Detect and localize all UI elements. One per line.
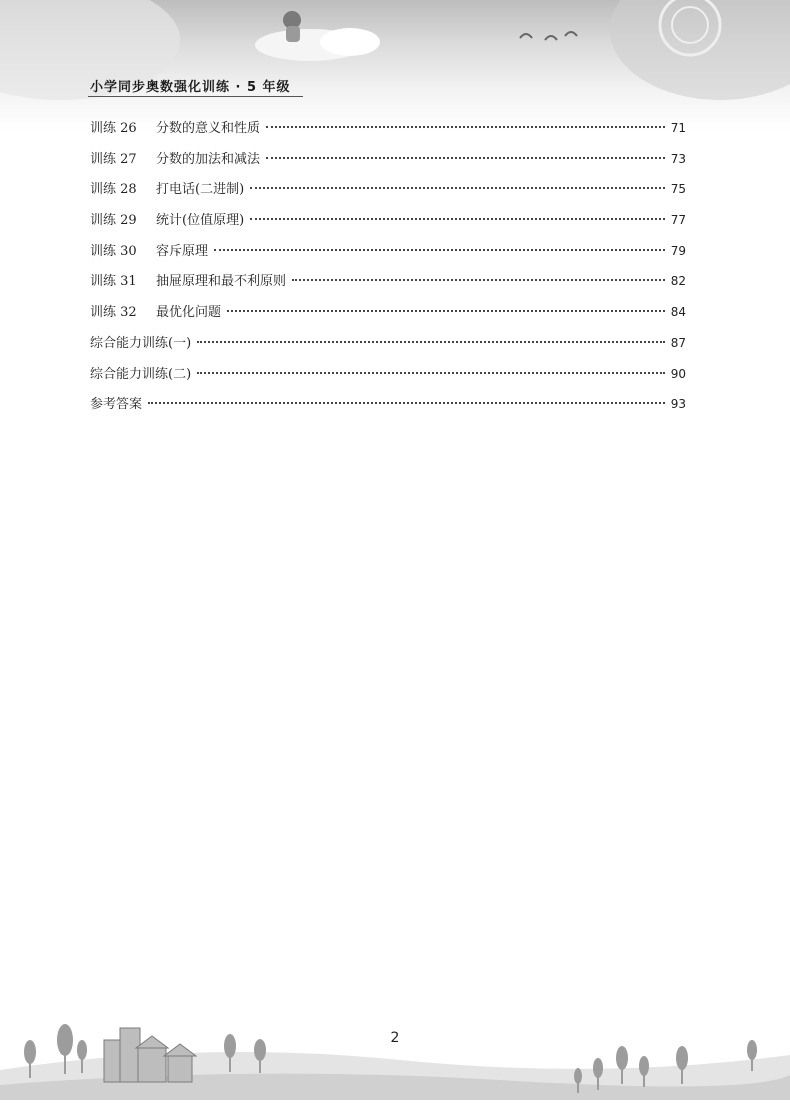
toc-row[interactable]: [90, 300, 686, 331]
toc-leader-dots: [250, 186, 665, 189]
toc-leader-dots: [292, 278, 665, 281]
toc-row[interactable]: [90, 208, 686, 239]
toc-row[interactable]: [90, 392, 686, 423]
toc-label: 训练 27: [90, 151, 137, 167]
toc-page-number: 71: [670, 121, 686, 135]
toc-title: 容斥原理: [156, 243, 209, 259]
toc-page-number: 73: [670, 151, 686, 166]
toc-leader-dots: [148, 401, 665, 404]
toc-label: 训练 31: [90, 274, 137, 290]
header-underline: [88, 96, 303, 97]
toc-label: 训练 26: [90, 121, 137, 136]
toc-page-number: 87: [670, 335, 686, 350]
toc-row[interactable]: [90, 331, 686, 362]
toc-leader-dots: [197, 371, 665, 374]
page-number: 2: [390, 1030, 400, 1046]
toc-label: 综合能力训练(二): [90, 366, 192, 382]
toc-page-number: 79: [670, 243, 686, 258]
toc-title: 抽屉原理和最不利原则: [156, 274, 287, 290]
footer-landscape-art: [0, 1000, 790, 1100]
toc-leader-dots: [266, 156, 665, 159]
toc-label: 训练 30: [90, 243, 137, 259]
toc-label: 综合能力训练(一): [90, 335, 192, 351]
toc-leader-dots: [227, 309, 665, 312]
toc-leader-dots: [214, 248, 665, 251]
toc-row[interactable]: [90, 177, 686, 208]
toc-row[interactable]: [90, 269, 686, 300]
toc-label: 训练 32: [90, 305, 137, 321]
toc-title: 分数的意义和性质: [156, 121, 261, 136]
toc-leader-dots: [250, 217, 665, 220]
toc-title: 统计(位值原理): [156, 213, 245, 229]
toc-title: 最优化问题: [156, 305, 222, 321]
toc-row[interactable]: [90, 116, 686, 147]
toc-page-number: 82: [670, 274, 686, 289]
toc-leader-dots: [266, 125, 665, 128]
header-background-art: [0, 0, 790, 130]
toc-page-number: 93: [670, 397, 686, 412]
toc-row[interactable]: [90, 239, 686, 270]
header-title: 小学同步奥数强化训练 · 5 年级: [90, 80, 291, 95]
toc-label: 参考答案: [90, 397, 143, 413]
toc-page-number: 90: [670, 366, 686, 381]
footer-decoration: [0, 1000, 790, 1100]
toc-page-number: 84: [670, 305, 686, 320]
toc-leader-dots: [197, 340, 665, 343]
toc-row[interactable]: [90, 362, 686, 393]
header-decoration: [0, 0, 790, 130]
toc-page-number: 77: [670, 213, 686, 228]
toc-title: 分数的加法和减法: [156, 151, 261, 167]
toc-label: 训练 29: [90, 213, 137, 229]
toc-label: 训练 28: [90, 182, 137, 198]
toc-row[interactable]: [90, 147, 686, 178]
toc-page-number: 75: [670, 182, 686, 197]
toc-title: 打电话(二进制): [156, 182, 245, 198]
table-of-contents: [90, 116, 686, 423]
